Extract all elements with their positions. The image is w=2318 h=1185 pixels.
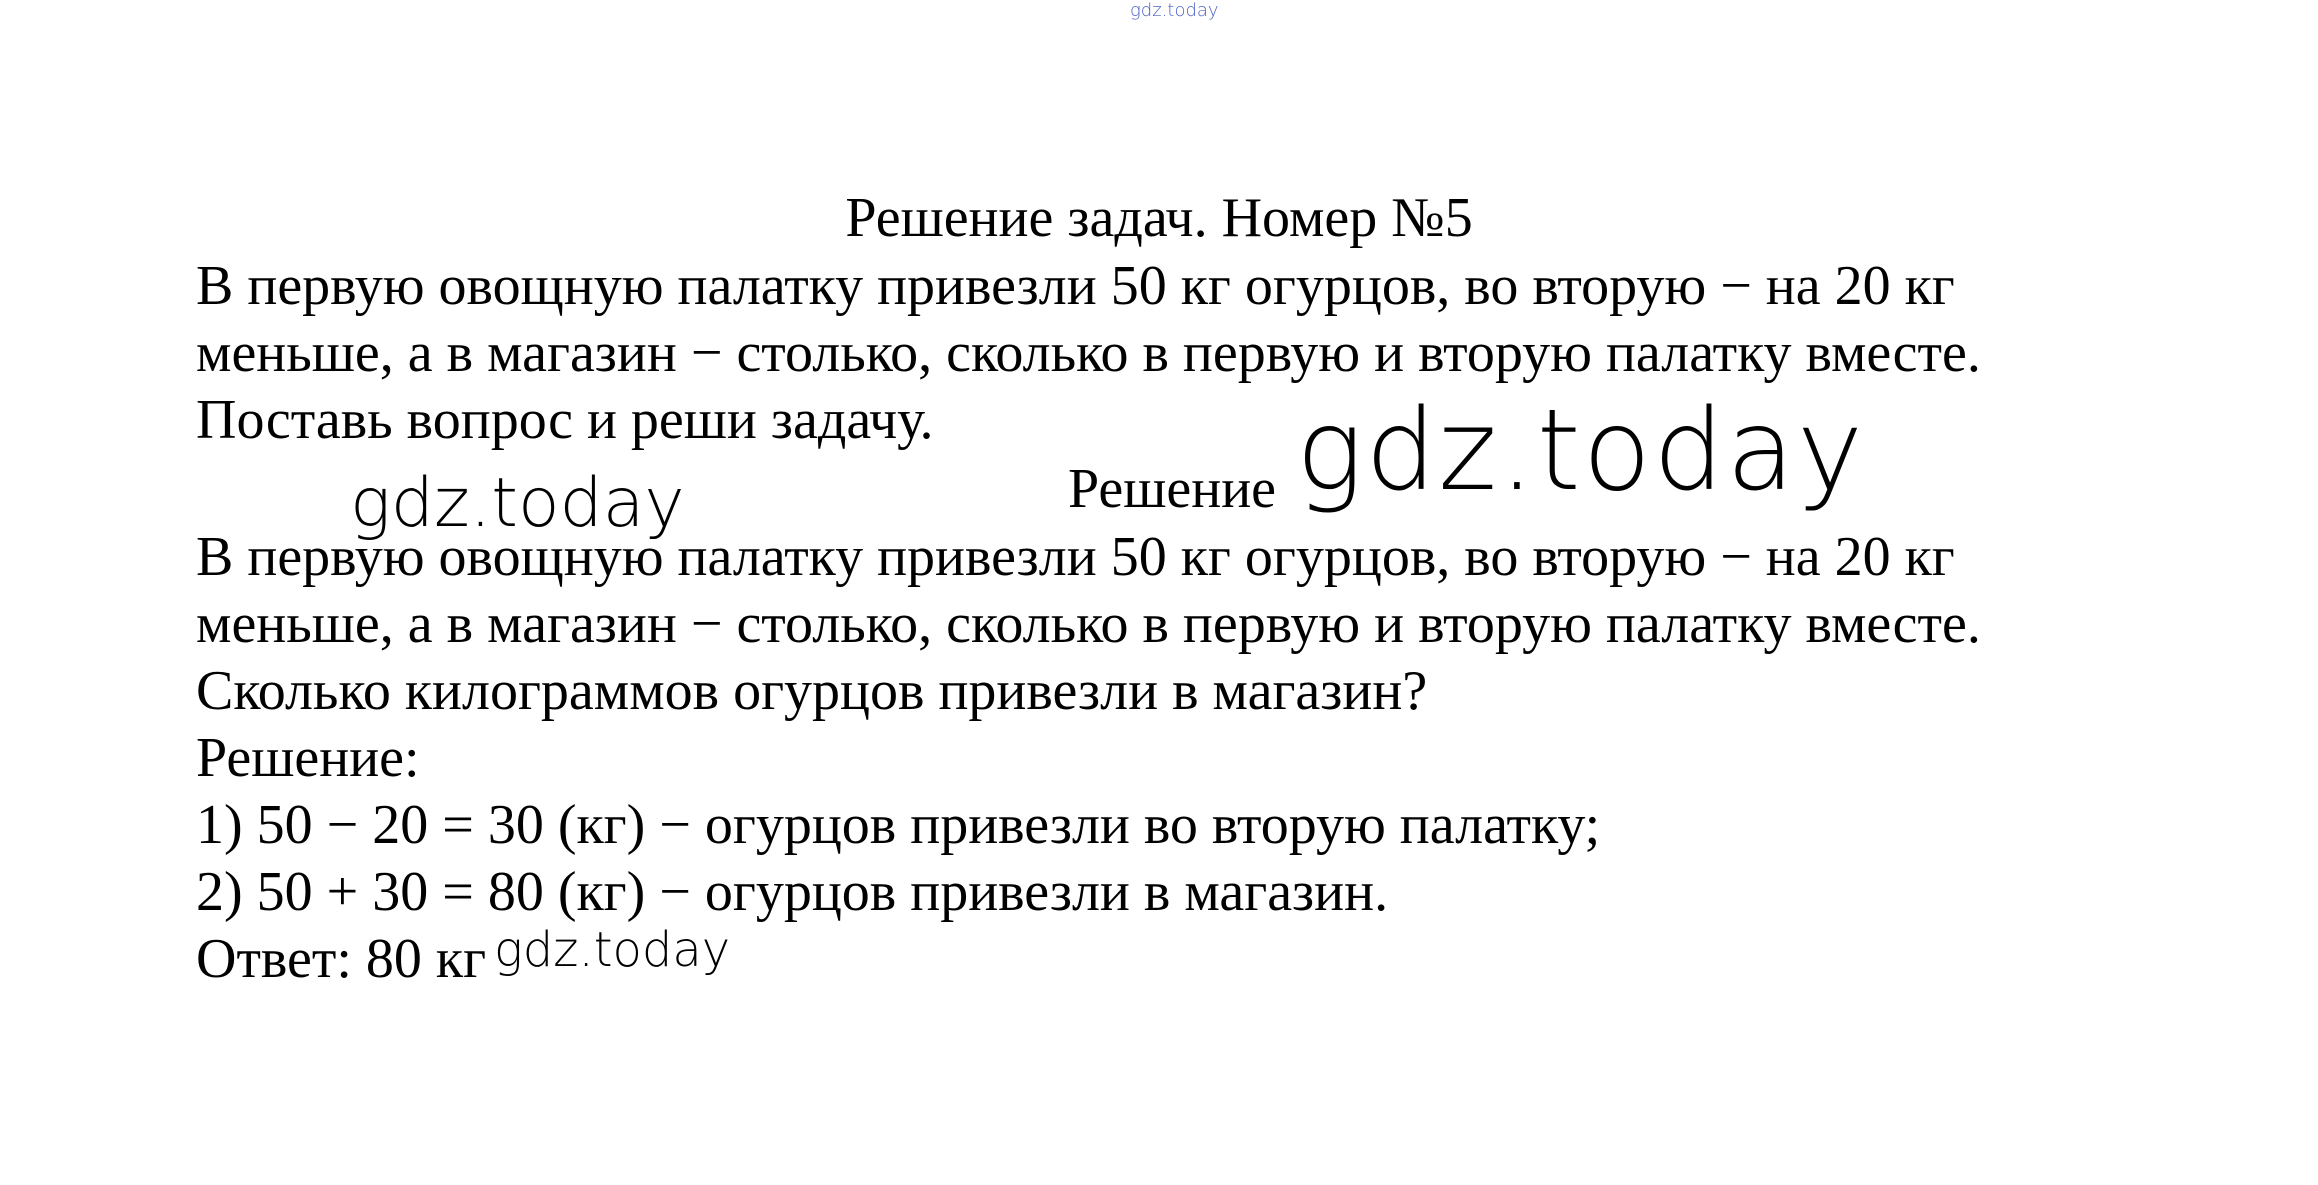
problem-line-1: В первую овощную палатку привезли 50 кг огурцов, во вторую − на 20 кг	[196, 526, 1955, 588]
watermark-top: gdz.today	[1130, 0, 1219, 21]
solution-label: Решение:	[196, 727, 420, 789]
condition-line-2: меньше, а в магазин − столько, сколько в первую и вторую палатку вместе.	[196, 322, 1981, 384]
problem-line-3: Сколько килограммов огурцов привезли в магазин?	[196, 660, 1428, 722]
condition-line-3: Поставь вопрос и реши задачу.	[196, 389, 934, 451]
solution-step-1: 1) 50 − 20 = 30 (кг) − огурцов привезли во вторую палатку;	[196, 794, 1601, 856]
solution-heading: Решение	[1068, 458, 1277, 520]
document-title: Решение задач. Номер №5	[845, 187, 1473, 249]
watermark-medium: gdz.today	[350, 464, 685, 543]
solution-step-2: 2) 50 + 30 = 80 (кг) − огурцов привезли в магазин.	[196, 861, 1389, 923]
watermark-small: gdz.today	[494, 922, 731, 978]
answer-line: Ответ: 80 кг	[196, 928, 487, 990]
watermark-large: gdz.today	[1296, 386, 1866, 516]
condition-line-1: В первую овощную палатку привезли 50 кг огурцов, во вторую − на 20 кг	[196, 255, 1955, 317]
problem-line-2: меньше, а в магазин − столько, сколько в первую и вторую палатку вместе.	[196, 593, 1981, 655]
